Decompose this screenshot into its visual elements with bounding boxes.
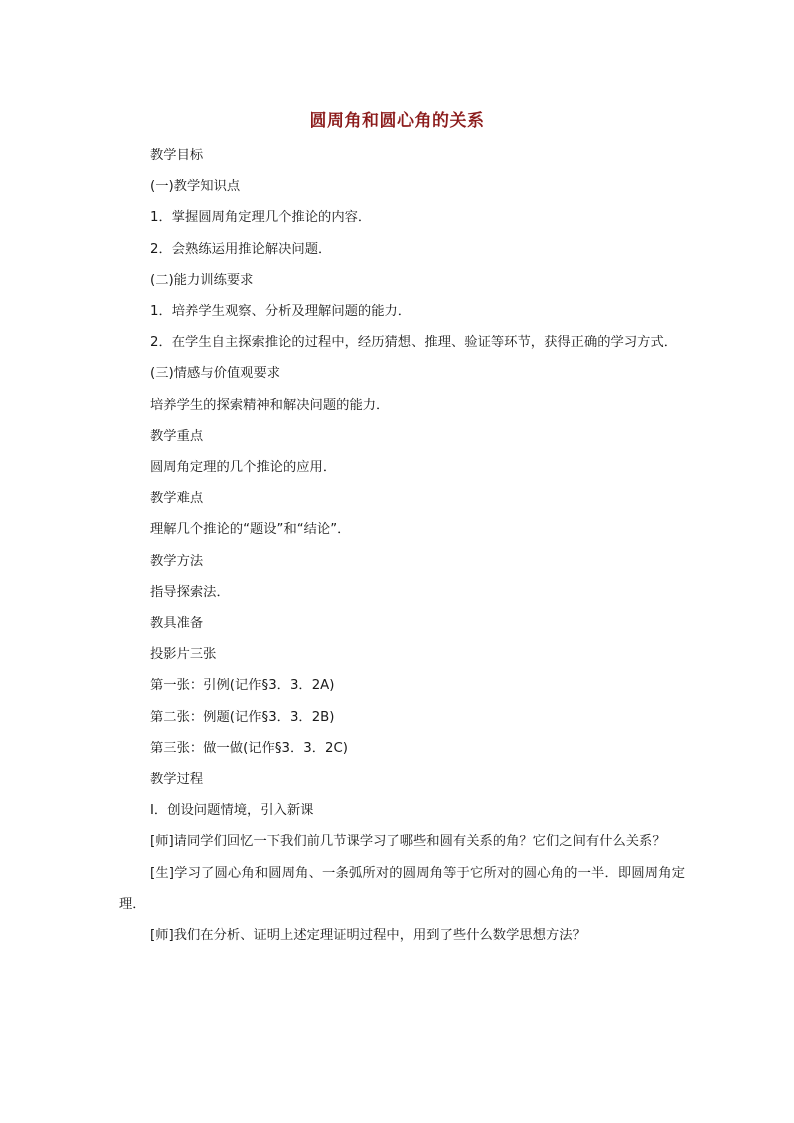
paragraph-line: [师]请同学们回忆一下我们前几节课学习了哪些和圆有关系的角？它们之间有什么关系？ [150,834,666,850]
paragraph-line: 教学难点 [150,491,204,507]
paragraph-line: 投影片三张 [150,647,217,663]
paragraph-line: 教学目标 [150,148,204,163]
paragraph-line: 第一张：引例(记作§3．3．2A) [150,678,335,694]
paragraph-line: 教学过程 [150,772,204,788]
paragraph-line: 教具准备 [150,616,204,632]
paragraph-line: 教学重点 [150,428,204,444]
document-body [119,140,685,951]
paragraph-line: 1．培养学生观察、分析及理解问题的能力． [150,304,412,320]
paragraph-line: 指导探索法． [150,584,230,600]
paragraph-line: 2．会熟练运用推论解决问题． [150,241,332,257]
paragraph-line: 第二张：例题(记作§3．3．2B) [150,709,335,725]
paragraph-line: 教学方法 [150,553,204,569]
paragraph-line: Ⅰ．创设问题情境，引入新课 [150,803,314,819]
paragraph-line: 1．掌握圆周角定理几个推论的内容． [150,210,372,226]
paragraph-line: 2．在学生自主探索推论的过程中，经历猜想、推理、验证等环节，获得正确的学习方式． [150,335,678,351]
paragraph-line: 培养学生的探索精神和解决问题的能力． [150,397,390,413]
paragraph-line: 理解几个推论的“题设”和“结论”． [150,522,351,538]
paragraph-line: (三)情感与价值观要求 [150,366,281,382]
document-title: 圆周角和圆心角的关系 [309,111,485,131]
paragraph-line: (一)教学知识点 [150,179,241,195]
paragraph-line: (二)能力训练要求 [150,272,254,288]
paragraph-line: [生]学习了圆心角和圆周角、一条弧所对的圆周角等于它所对的圆心角的一半．即圆周角定理． [119,865,685,912]
paragraph-line: [师]我们在分析、证明上述定理证明过程中，用到了些什么数学思想方法？ [150,928,586,944]
paragraph-line: 圆周角定理的几个推论的应用． [150,460,337,476]
paragraph-line: 第三张：做一做(记作§3．3．2C) [150,740,348,756]
